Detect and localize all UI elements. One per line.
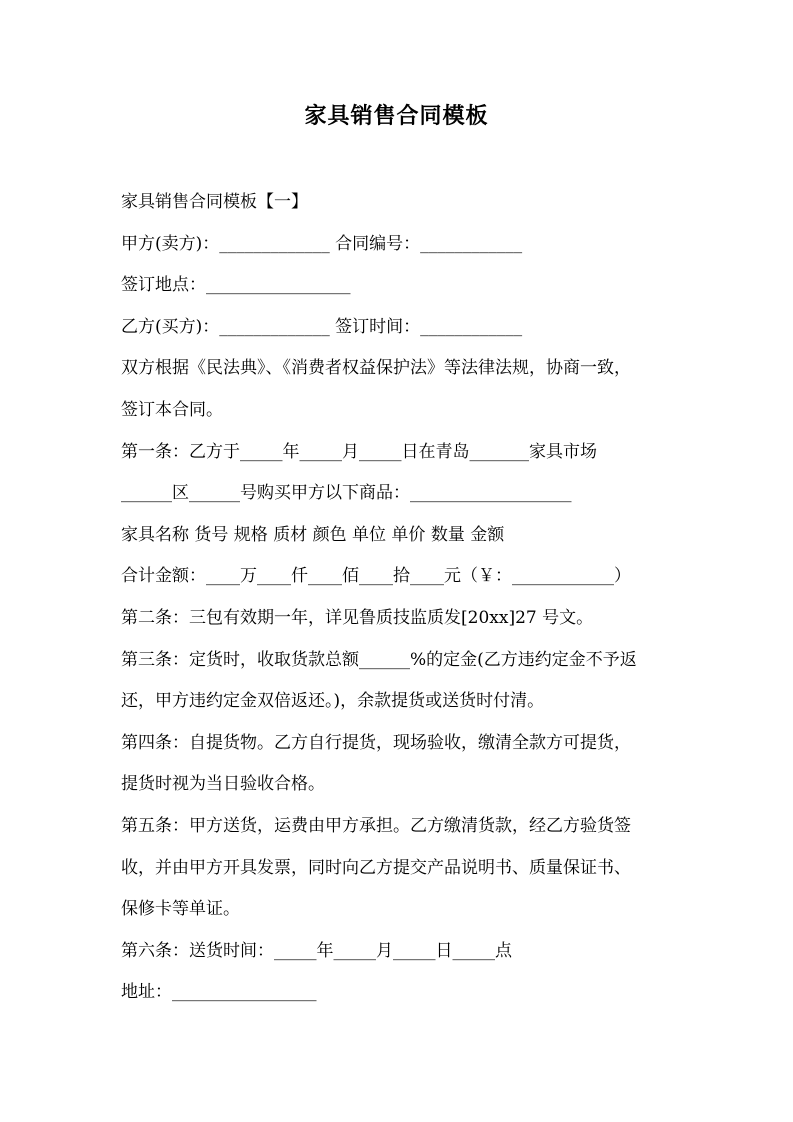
article-3-line-2: 还，甲方违约定金双倍返还。)，余款提货或送货时付清。 (121, 691, 545, 712)
article-5-line-2: 收，并由甲方开具发票，同时向乙方提交产品说明书、质量保证书、 (121, 857, 631, 878)
signing-place-line: 签订地点：_________________ (121, 275, 351, 296)
article-1-line-1: 第一条：乙方于_____年_____月_____日在青岛_______家具市场 (121, 441, 597, 462)
total-amount-line: 合计金额：____万____仟____佰____拾____元（￥：____________） (121, 566, 631, 587)
party-a-line: 甲方(卖方)：_____________ 合同编号：____________ (121, 233, 523, 254)
address-line: 地址：_________________ (121, 982, 317, 1003)
article-6-line: 第六条：送货时间：_____年_____月_____日_____点 (121, 940, 512, 961)
article-3-line-1: 第三条：定货时，收取货款总额______%的定金(乙方违约定金不予返 (121, 649, 637, 670)
preamble-line-2: 签订本合同。 (121, 399, 223, 420)
document-title: 家具销售合同模板 (304, 103, 489, 129)
article-2-line: 第二条：三包有效期一年，详见鲁质技监质发[20xx]27 号文。 (121, 607, 594, 628)
article-5-line-1: 第五条：甲方送货，运费由甲方承担。乙方缴清货款，经乙方验货签 (121, 815, 631, 836)
goods-columns-line: 家具名称 货号 规格 质材 颜色 单位 单价 数量 金额 (121, 524, 505, 545)
preamble-line-1: 双方根据《民法典》、《消费者权益保护法》等法律法规，协商一致， (121, 358, 631, 379)
party-b-line: 乙方(买方)：_____________ 签订时间：____________ (121, 316, 523, 337)
article-5-line-3: 保修卡等单证。 (121, 899, 240, 920)
document-body (121, 182, 676, 1014)
section-heading: 家具销售合同模板【一】 (121, 192, 308, 212)
article-4-line-1: 第四条：自提货物。乙方自行提货，现场验收，缴清全款方可提货， (121, 732, 631, 753)
article-4-line-2: 提货时视为当日验收合格。 (121, 774, 325, 795)
article-1-line-2: ______区______号购买甲方以下商品：___________________ (121, 483, 572, 504)
